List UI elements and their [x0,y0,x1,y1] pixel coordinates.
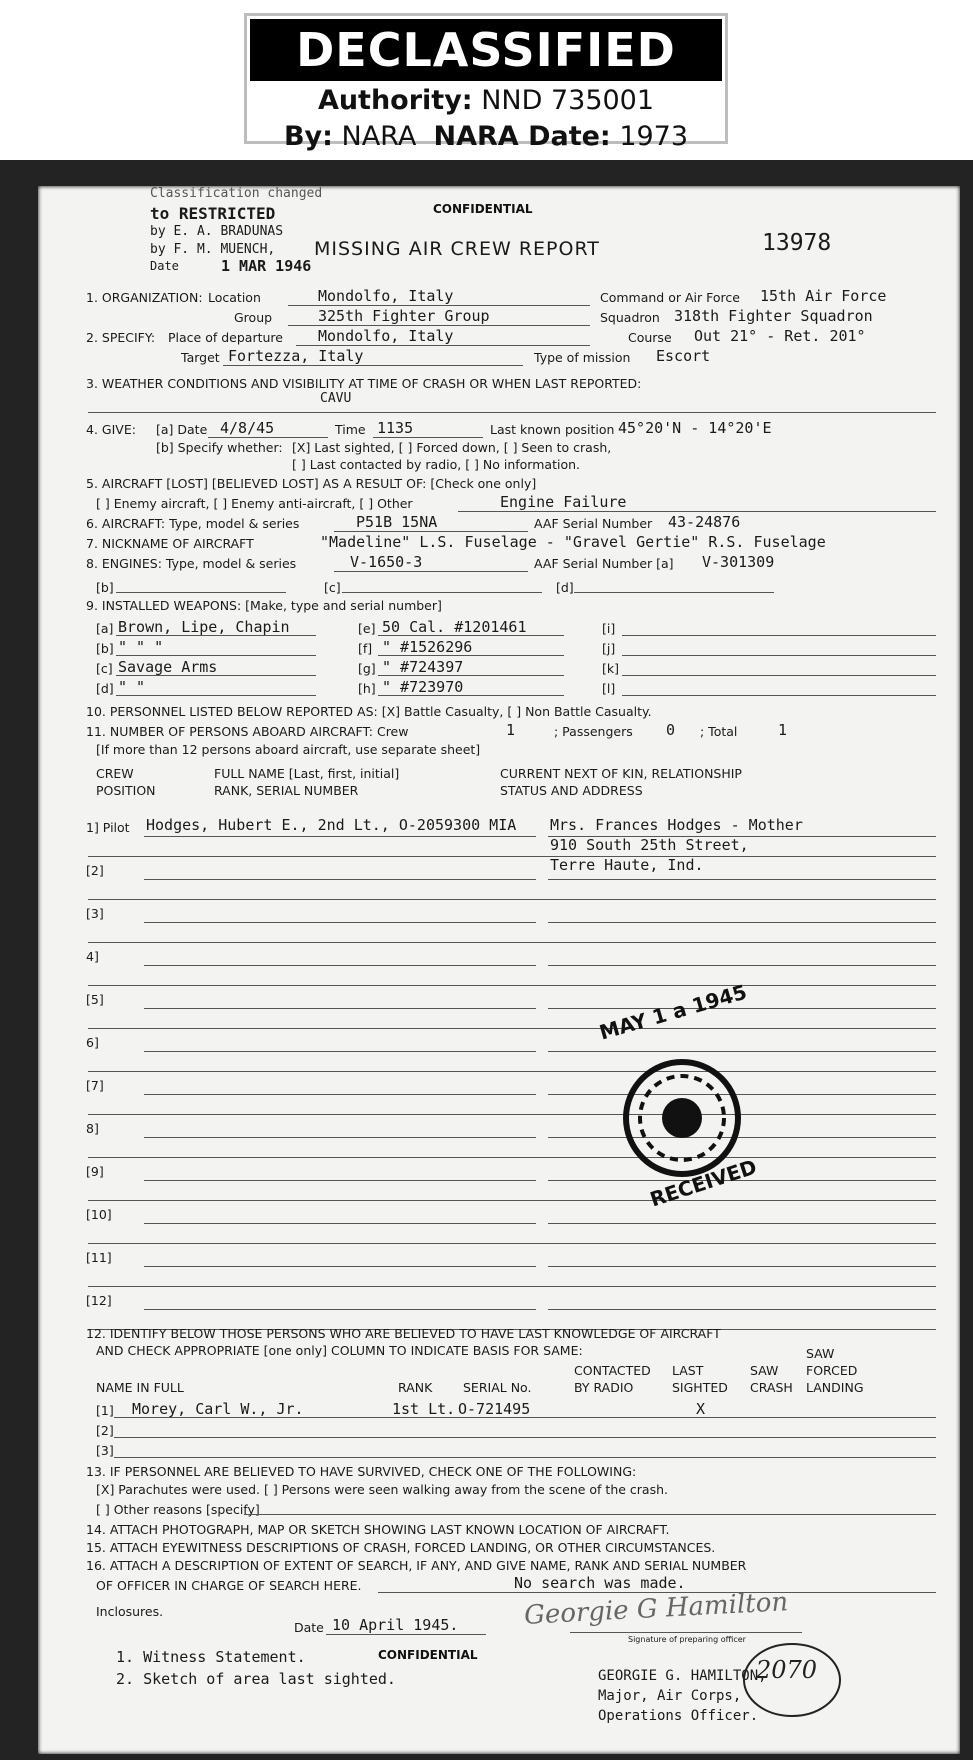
s15-label: 15. ATTACH EYEWITNESS DESCRIPTIONS OF CRASH, FORCED LANDING, OR OTHER CIRCUMSTANCES. [86,1540,716,1555]
s16-value: No search was made. [514,1574,686,1592]
s3-label: 3. WEATHER CONDITIONS AND VISIBILITY AT TIME OF CRASH OR WHEN LAST REPORTED: [86,376,642,391]
witness-key: [3] [96,1443,114,1458]
form-line [88,985,936,986]
form-line [144,879,536,880]
s1-group: 325th Fighter Group [318,307,490,325]
form-line [622,655,936,656]
crew-next-of-kin: Terre Haute, Ind. [550,856,704,874]
s5-label: 5. AIRCRAFT [LOST] [BELIEVED LOST] AS A RESULT OF: [Check one only] [86,476,537,491]
form-line [378,635,564,636]
s4-options-2: [ ] Last contacted by radio, [ ] No information. [292,457,580,472]
s12-h-rank: RANK [398,1380,433,1395]
report-number: 13978 [762,230,832,256]
form-line [144,965,536,966]
s2-mission: Escort [656,347,711,365]
s10-label: 10. PERSONNEL LISTED BELOW REPORTED AS: [X] Battle Casualty, [ ] Non Battle Casualty. [86,704,652,719]
s4-options-1: [X] Last sighted, [ ] Forced down, [ ] Seen to crash, [292,440,612,455]
weapon-key: [f] [358,641,373,656]
crew-position: [2] [86,863,104,878]
s2-departure-label: Place of departure [168,330,283,345]
s11-crew: 1 [506,721,516,739]
s12-h-last: LAST SIGHTED [672,1363,728,1395]
crew-header-2a: FULL NAME [Last, first, initial] [214,766,400,781]
form-line [88,899,936,900]
s4-time: 1135 [377,419,414,437]
s12-h-saw: SAW CRASH [750,1363,793,1395]
witness-name: Morey, Carl W., Jr. [132,1400,304,1418]
crew-name: Hodges, Hubert E., 2nd Lt., O-2059300 MIA [146,816,517,834]
form-line [88,1157,936,1158]
s4-label: 4. GIVE: [86,422,136,437]
officer-name: GEORGIE G. HAMILTON, [598,1668,767,1684]
witness-serial: O-721495 [458,1400,531,1418]
confidential-stamp-bottom: CONFIDENTIAL [378,1648,478,1662]
weapon-serial: " #724397 [382,658,464,676]
s2-target: Fortezza, Italy [228,347,364,365]
s9-label: 9. INSTALLED WEAPONS: [Make, type and serial number] [86,598,442,613]
circled-number: 2070 [756,1656,818,1684]
weapon-key: [l] [602,681,616,696]
form-line [144,1137,536,1138]
date-stamp: MAY 1 a 1945 [596,979,750,1045]
s1-location: Mondolfo, Italy [318,287,454,305]
s2-mission-label: Type of mission [534,350,631,365]
form-line [88,942,936,943]
crew-position: [7] [86,1078,104,1093]
banner-title: DECLASSIFIED [250,19,722,81]
s8-label: 8. ENGINES: Type, model & series [86,556,297,571]
class-change-2: to RESTRICTED [150,204,276,223]
form-line [116,635,316,636]
form-line [144,922,536,923]
witness-key: [1] [96,1403,114,1418]
form-line [144,1309,536,1310]
class-change-4: by F. M. MUENCH, [150,242,276,257]
form-line [88,1200,936,1201]
form-line [88,1028,936,1029]
weapon-key: [i] [602,621,616,636]
s11-total-label: ; Total [700,724,738,739]
form-line [144,1223,536,1224]
s11-pass-label: ; Passengers [554,724,633,739]
s8-b: [b] [96,580,114,595]
crew-position: [3] [86,906,104,921]
s8-serial-label: AAF Serial Number [a] [534,556,674,571]
s14-label: 14. ATTACH PHOTOGRAPH, MAP OR SKETCH SHOWING LAST KNOWN LOCATION OF AIRCRAFT. [86,1522,670,1537]
crew-next-of-kin: Mrs. Frances Hodges - Mother [550,816,803,834]
weapon-serial: " #723970 [382,678,464,696]
s7-label: 7. NICKNAME OF AIRCRAFT [86,536,254,551]
signature-caption: Signature of preparing officer [628,1635,746,1644]
s5-other: Engine Failure [500,493,627,511]
s16-label2: OF OFFICER IN CHARGE OF SEARCH HERE. [96,1578,362,1593]
s4-time-label: Time [335,422,366,437]
crew-position: 6] [86,1035,99,1050]
s1-command: 15th Air Force [760,287,887,305]
s1-label: 1. ORGANIZATION: [86,290,203,305]
s13-option-2: [ ] Other reasons [specify] [96,1502,260,1517]
s4-specify: [b] Specify whether: [156,440,283,455]
s1-command-label: Command or Air Force [600,290,740,305]
s11-passengers: 0 [666,721,676,739]
form-line [548,1266,936,1267]
footer-date-label: Date [294,1620,324,1635]
form-line [144,836,536,837]
weapon-key: [a] [96,621,114,636]
officer-signature: Georgie G Hamilton [523,1587,789,1631]
weapon-make: " " " [118,638,164,656]
form-line [378,675,564,676]
s12-h-serial: SERIAL No. [463,1380,532,1395]
witness-key: [2] [96,1423,114,1438]
received-seal [620,1056,744,1180]
s3-value: CAVU [320,391,352,406]
weapon-make: Brown, Lipe, Chapin [118,618,290,636]
weapon-key: [h] [358,681,376,696]
officer-title: Operations Officer. [598,1708,759,1724]
form-line [378,655,564,656]
s1-squadron-label: Squadron [600,310,660,325]
s1-group-label: Group [234,310,273,325]
form-line [88,1114,936,1115]
s6-value: P51B 15NA [356,513,438,531]
s8-d: [d] [556,580,574,595]
form-line [548,1309,936,1310]
s2-target-label: Target [181,350,220,365]
s6-serial: 43-24876 [668,513,741,531]
s12-label2: AND CHECK APPROPRIATE [one only] COLUMN TO INDICATE BASIS FOR SAME: [96,1343,583,1358]
s13-option-1: [X] Parachutes were used. [ ] Persons were seen walking away from the scene of the crash. [96,1482,669,1497]
weapon-key: [k] [602,661,619,676]
witness-last-sighted: X [696,1400,706,1418]
crew-header-2b: RANK, SERIAL NUMBER [214,783,359,798]
s1-location-label: Location [208,290,261,305]
weapon-serial: 50 Cal. #1201461 [382,618,527,636]
weapon-key: [e] [358,621,376,636]
weapon-key: [g] [358,661,376,676]
form-line [114,1457,936,1458]
crew-position: 1] Pilot [86,820,130,835]
s13-label: 13. IF PERSONNEL ARE BELIEVED TO HAVE SURVIVED, CHECK ONE OF THE FOLLOWING: [86,1464,637,1479]
crew-header-3b: STATUS AND ADDRESS [500,783,643,798]
class-change-3: by E. A. BRADUNAS [150,224,284,239]
crew-position: [10] [86,1207,112,1222]
form-line [116,675,316,676]
weapon-make: Savage Arms [118,658,218,676]
s11-total: 1 [778,721,788,739]
report-form [38,186,960,1754]
form-line [88,1243,936,1244]
form-line [548,965,936,966]
enclosure-1: 1. Witness Statement. [116,1648,306,1666]
crew-position: [5] [86,992,104,1007]
s4-position: 45°20'N - 14°20'E [618,419,772,437]
crew-position: [12] [86,1293,112,1308]
form-line [116,695,316,696]
s12-h-forced: SAW FORCED LANDING [806,1346,864,1395]
weapon-serial: " #1526296 [382,638,473,656]
crew-header-1b: POSITION [96,783,156,798]
form-line [378,695,564,696]
form-line [548,1223,936,1224]
form-line [144,1094,536,1095]
s12-label: 12. IDENTIFY BELOW THOSE PERSONS WHO ARE BELIEVED TO HAVE LAST KNOWLEDGE OF AIRCRAFT [86,1326,721,1341]
banner-authority: Authority: NND 735001 [317,85,655,116]
s5-options: [ ] Enemy aircraft, [ ] Enemy anti-aircraft, [ ] Other [96,496,413,511]
banner-by: By: NARA NARA Date: 1973 [283,121,689,152]
s8-c: [c] [324,580,341,595]
form-line [144,1180,536,1181]
weapon-key: [d] [96,681,114,696]
s16-label: 16. ATTACH A DESCRIPTION OF EXTENT OF SEARCH, IF ANY, AND GIVE NAME, RANK AND SERIAL NUMBER [86,1558,747,1573]
weapon-make: " " [118,678,146,696]
footer-date: 10 April 1945. [332,1616,459,1634]
form-line [622,675,936,676]
class-change-date: 1 MAR 1946 [221,257,312,275]
class-change-5: Date [150,259,179,273]
weapon-key: [c] [96,661,113,676]
s8-value: V-1650-3 [350,553,423,571]
form-line [548,1008,936,1009]
officer-rank: Major, Air Corps, [598,1688,742,1704]
witness-rank: 1st Lt. [392,1400,456,1418]
declassified-banner [244,13,728,152]
form-line [622,635,936,636]
weapon-key: [j] [602,641,616,656]
s6-label: 6. AIRCRAFT: Type, model & series [86,516,300,531]
s12-h-contact: CONTACTED BY RADIO [574,1363,651,1395]
form-line [622,695,936,696]
s8-serial: V-301309 [702,553,775,571]
form-line [144,1266,536,1267]
form-line [88,1286,936,1287]
confidential-stamp-top: CONFIDENTIAL [433,202,533,216]
form-line [548,879,936,880]
form-line [88,1071,936,1072]
s4-position-label: Last known position [490,422,615,437]
s2-label: 2. SPECIFY: [86,330,156,345]
form-line [144,1051,536,1052]
crew-position: 8] [86,1121,99,1136]
s12-h-name: NAME IN FULL [96,1380,184,1395]
form-line [116,655,316,656]
form-line [548,1051,936,1052]
s4-date-label: [a] Date [156,422,208,437]
s2-course: Out 21° - Ret. 201° [694,327,866,345]
s2-departure: Mondolfo, Italy [318,327,454,345]
weapon-key: [b] [96,641,114,656]
received-stamp: RECEIVED [646,1154,760,1212]
crew-next-of-kin: 910 South 25th Street, [550,836,749,854]
form-line [144,1008,536,1009]
enclosure-2: 2. Sketch of area last sighted. [116,1670,396,1688]
crew-header-1a: CREW [96,766,134,781]
class-change-1: Classification changed [150,186,323,201]
form-line [88,856,936,857]
s4-date: 4/8/45 [220,419,275,437]
crew-position: 4] [86,949,99,964]
crew-position: [11] [86,1250,112,1265]
s11-note: [If more than 12 persons aboard aircraft, use separate sheet] [96,742,481,757]
s1-squadron: 318th Fighter Squadron [674,307,873,325]
inclosures-label: Inclosures. [96,1604,164,1619]
s11-label: 11. NUMBER OF PERSONS ABOARD AIRCRAFT: Crew [86,724,409,739]
s6-serial-label: AAF Serial Number [534,516,653,531]
crew-header-3a: CURRENT NEXT OF KIN, RELATIONSHIP [500,766,742,781]
form-line [114,1437,936,1438]
s2-course-label: Course [628,330,672,345]
form-line [548,922,936,923]
crew-position: [9] [86,1164,104,1179]
s7-value: "Madeline" L.S. Fuselage - "Gravel Gertie" R.S. Fuselage [320,533,826,551]
form-title: MISSING AIR CREW REPORT [314,238,600,260]
